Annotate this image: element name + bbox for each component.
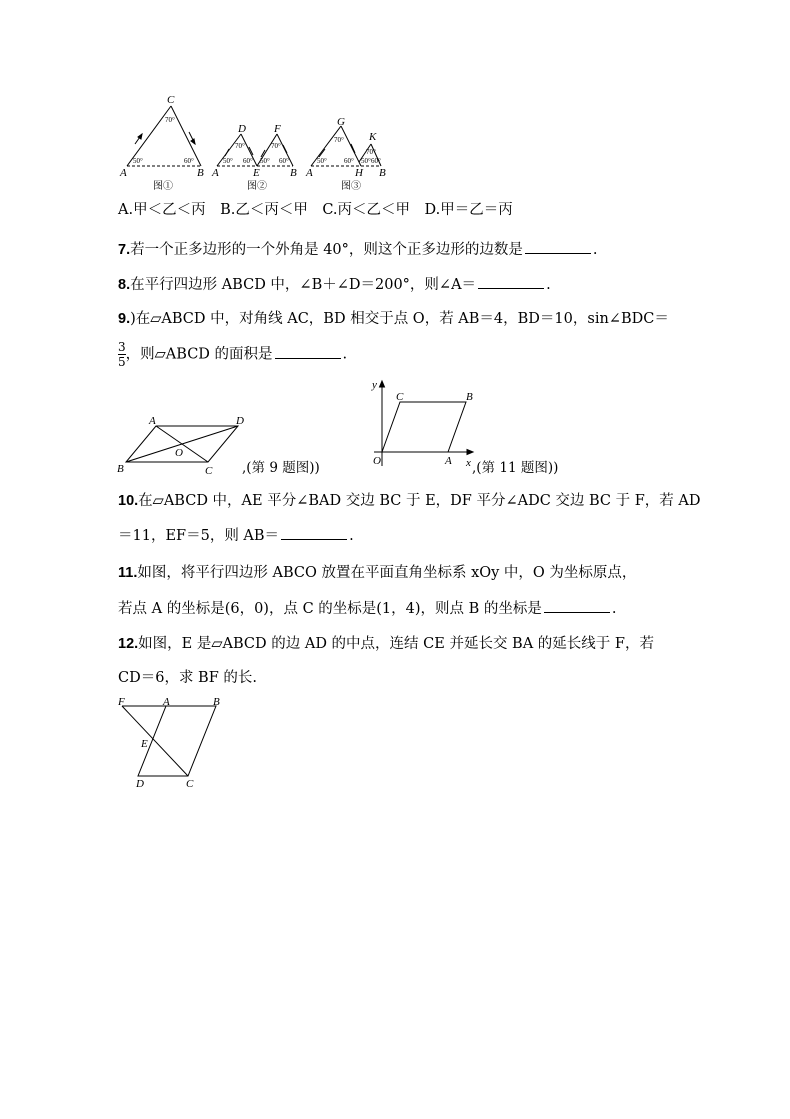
fig1-angle-left: 50° xyxy=(133,157,143,165)
fig2-label-B: B xyxy=(290,167,297,179)
q9-frac-num: 3 xyxy=(118,340,126,354)
fig2-label-A: A xyxy=(212,167,219,179)
q9-frac-den: 5 xyxy=(118,355,126,369)
fig1-label-A: A xyxy=(120,167,127,179)
fig12-label-C: C xyxy=(186,778,194,790)
q10-answer-blank[interactable] xyxy=(281,525,347,540)
fig2-label-E: E xyxy=(253,167,260,179)
fig12-label-E: E xyxy=(141,738,148,750)
q8-number: 8. xyxy=(118,277,131,293)
question-9-line-2 xyxy=(118,340,347,369)
fig3-angle-k: 70° xyxy=(366,148,376,156)
question-12-line-2 xyxy=(118,668,257,688)
q11-line2: 若点 A 的坐标是(6，0)，点 C 的坐标是(1，4)，则点 B 的坐标是 xyxy=(118,601,542,617)
fig11-caption: ,(第 11 题图)) xyxy=(472,460,559,476)
fig12-label-A: A xyxy=(163,696,170,708)
fig9-label-C: C xyxy=(205,465,213,477)
fig2-caption: 图② xyxy=(247,181,267,192)
fig2-angle-f: 70° xyxy=(271,142,281,150)
q9-line1: )在▱ABCD 中，对角线 AC，BD 相交于点 O，若 AB＝4，BD＝10，sin∠BDC＝ xyxy=(130,311,669,327)
fig2-angle-d: 70° xyxy=(235,142,245,150)
triangle-figures xyxy=(115,92,405,192)
fig12-label-F: F xyxy=(118,696,125,708)
fig1-label-B: B xyxy=(197,167,204,179)
fig11-label-C: C xyxy=(396,391,404,403)
fig1-caption: 图① xyxy=(153,181,173,192)
fig3-label-B: B xyxy=(379,167,386,179)
fig3-angle-h: 60° xyxy=(344,157,354,165)
fig2-angle-e1: 60° xyxy=(243,157,253,165)
fig3-label-G: G xyxy=(337,116,345,128)
question-9-line-1 xyxy=(118,309,669,329)
question-10-line-1 xyxy=(118,491,701,511)
fig3-angle-b: 60° xyxy=(371,157,381,165)
q12-number: 12. xyxy=(118,636,139,652)
fig9-label-B: B xyxy=(117,463,124,475)
q9-answer-blank[interactable] xyxy=(275,344,341,359)
q8-text: 在平行四边形 ABCD 中，∠B＋∠D＝200°，则∠A＝ xyxy=(130,277,477,293)
fig11-label-A: A xyxy=(445,455,452,467)
fig2-label-F: F xyxy=(274,123,281,135)
fig9-label-A: A xyxy=(149,415,156,427)
question-7 xyxy=(118,239,598,260)
q9-line2: ，则▱ABCD 的面积是 xyxy=(125,346,273,363)
fig11-label-O: O xyxy=(373,455,381,467)
fig2-angle-e2: 50° xyxy=(260,157,270,165)
fig1-angle-top: 70° xyxy=(165,116,175,124)
fig3-label-A: A xyxy=(306,167,313,179)
figure-q11-coordinate-plane xyxy=(366,378,476,470)
fig12-label-D: D xyxy=(136,778,144,790)
q11-number: 11. xyxy=(118,565,138,581)
q10-line2: ＝11，EF＝5，则 AB＝ xyxy=(118,528,280,544)
q9-number: 9. xyxy=(118,311,131,327)
question-12-line-1 xyxy=(118,634,654,654)
question-11-line-2 xyxy=(118,598,617,619)
q7-number: 7. xyxy=(118,242,131,258)
q12-line1: 如图，E 是▱ABCD 的边 AD 的中点，连结 CE 并延长交 BA 的延长线于 F，若 xyxy=(138,636,654,652)
figure-q9-parallelogram xyxy=(112,412,252,480)
fig9-label-O: O xyxy=(175,447,183,459)
q12-line2: CD＝6，求 BF 的长. xyxy=(118,670,257,686)
q11-line1: 如图，将平行四边形 ABCO 放置在平面直角坐标系 xOy 中，O 为坐标原点， xyxy=(137,565,637,581)
q9-end: . xyxy=(342,346,348,363)
q9-fraction xyxy=(118,340,126,369)
q10-line1: 在▱ABCD 中，AE 平分∠BAD 交边 BC 于 E，DF 平分∠ADC 交边 BC 于 F，若 AD xyxy=(138,493,701,509)
fig3-angle-a: 50° xyxy=(317,157,327,165)
fig3-label-H: H xyxy=(355,167,363,179)
q7-text: 若一个正多边形的一个外角是 40°，则这个正多边形的边数是 xyxy=(130,242,523,258)
q8-answer-blank[interactable] xyxy=(478,274,544,289)
fig9-label-D: D xyxy=(236,415,244,427)
fig1-label-C: C xyxy=(167,94,175,106)
fig11-label-x: x xyxy=(466,457,471,469)
q11-end: . xyxy=(611,601,617,617)
fig2-angle-a: 50° xyxy=(223,157,233,165)
q10-end: . xyxy=(349,528,354,544)
q8-end: . xyxy=(546,277,551,293)
q7-end: . xyxy=(592,242,598,258)
fig2-angle-b: 60° xyxy=(279,157,289,165)
q10-number: 10. xyxy=(118,493,139,509)
q7-answer-blank[interactable] xyxy=(525,239,591,254)
fig3-angle-g: 70° xyxy=(334,136,344,144)
fig9-caption: ,(第 9 题图)) xyxy=(242,460,320,476)
fig3-caption: 图③ xyxy=(341,181,361,192)
fig11-label-B: B xyxy=(466,391,473,403)
question-8 xyxy=(118,274,551,295)
fig3-label-K: K xyxy=(369,131,377,143)
fig2-label-D: D xyxy=(238,123,246,135)
q11-answer-blank[interactable] xyxy=(544,598,610,613)
fig1-angle-right: 60° xyxy=(184,157,194,165)
fig11-label-y: y xyxy=(372,379,377,391)
figure-q12-parallelogram xyxy=(112,696,232,792)
q6-options: A.甲＜乙＜丙 B.乙＜丙＜甲 C.丙＜乙＜甲 D.甲＝乙＝丙 xyxy=(118,202,513,218)
fig12-label-B: B xyxy=(213,696,220,708)
question-11-line-1 xyxy=(118,563,636,583)
fig3-angle-h2: 50° xyxy=(361,157,371,165)
question-10-line-2 xyxy=(118,525,354,546)
